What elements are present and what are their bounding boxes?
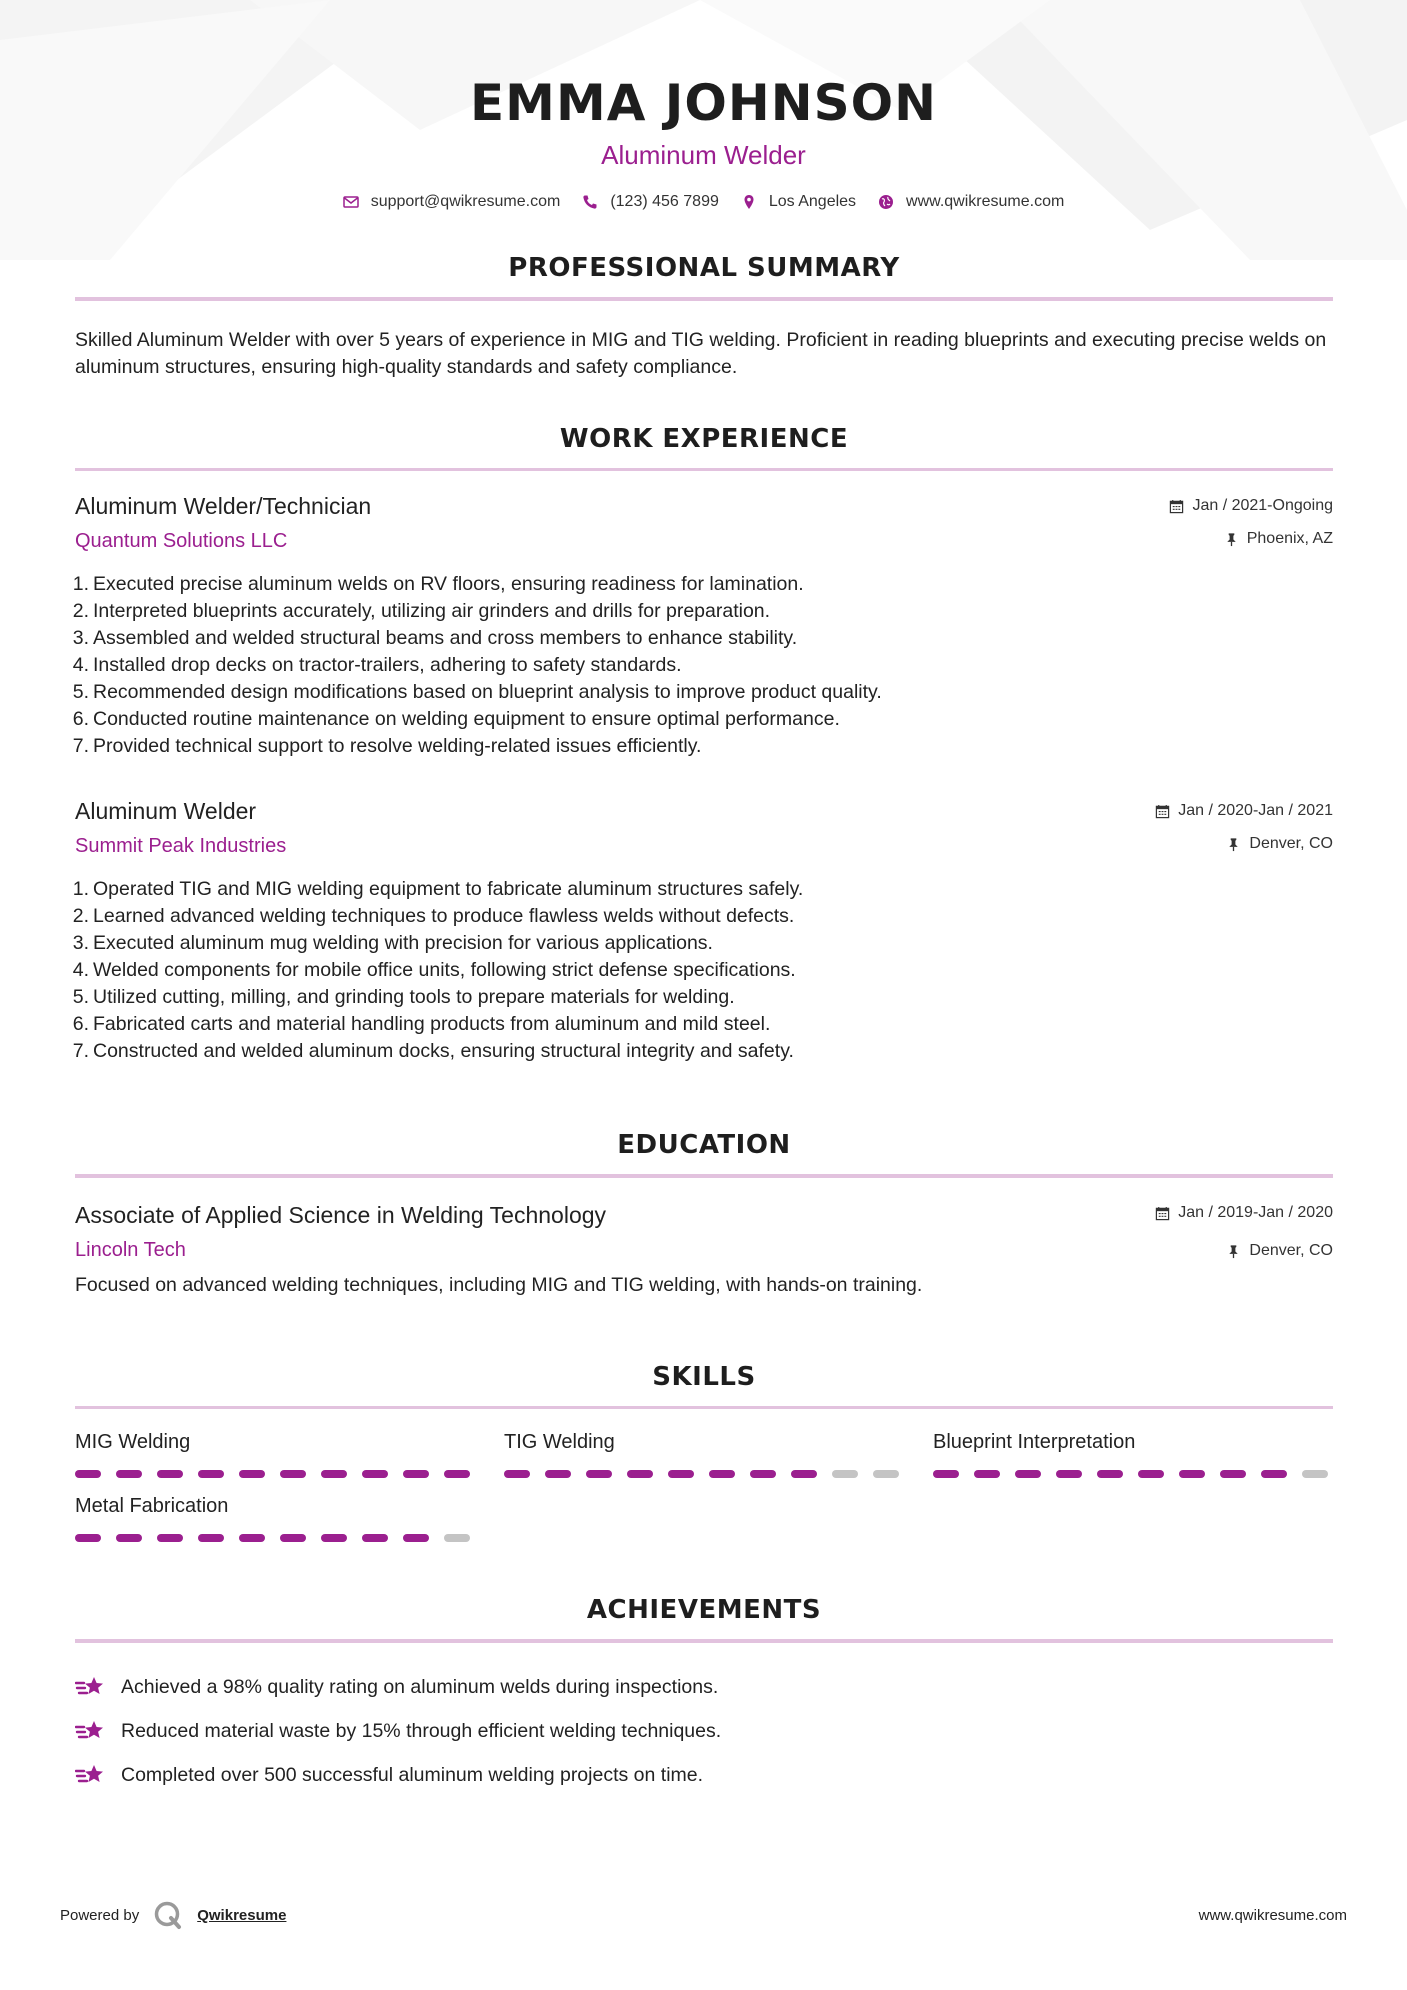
pushpin-icon: [1226, 1244, 1241, 1259]
contact-location: [741, 193, 856, 211]
skill-item: [933, 1431, 1333, 1478]
skill-dash-filled: [1220, 1470, 1246, 1478]
school-name: Lincoln Tech: [75, 1239, 186, 1261]
job-location: [1169, 528, 1333, 550]
achievement-text: Achieved a 98% quality rating on aluminum welds during inspections.: [121, 1675, 719, 1698]
skill-name: Metal Fabrication: [75, 1495, 229, 1517]
list-item: 6. Conducted routine maintenance on welding equipment to ensure optimal performance.: [72, 708, 840, 730]
achievement-text: Reduced material waste by 15% through efficient welding techniques.: [121, 1719, 722, 1742]
contact-email[interactable]: [343, 193, 561, 211]
job-location-text: Phoenix, AZ: [1246, 530, 1333, 547]
skill-dash-filled: [974, 1470, 1000, 1478]
list-item: 3. Executed aluminum mug welding with precision for various applications.: [72, 932, 713, 954]
skill-dash-filled: [403, 1534, 429, 1542]
job-location-text: Denver, CO: [1249, 835, 1333, 852]
skill-item: [75, 1495, 475, 1542]
list-item: 1. Operated TIG and MIG welding equipment to fabricate aluminum structures safely.: [72, 878, 804, 900]
contact-phone[interactable]: [582, 193, 719, 211]
skill-dash-filled: [198, 1534, 224, 1542]
calendar-icon: [1155, 804, 1170, 819]
skill-dash-filled: [75, 1470, 101, 1478]
job-responsibilities: [72, 571, 1333, 760]
footer-website-link[interactable]: www.qwikresume.com: [1198, 1906, 1347, 1924]
list-item: 1. Executed precise aluminum welds on RV floors, ensuring readiness for lamination.: [72, 573, 804, 595]
skills-heading: SKILLS: [652, 1362, 756, 1392]
calendar-icon: [1155, 1206, 1170, 1221]
education-location: [1155, 1240, 1333, 1262]
job-entry: [72, 798, 1333, 1065]
education-entry: [75, 1202, 1333, 1297]
skill-dash-filled: [157, 1534, 183, 1542]
skill-dash-filled: [280, 1534, 306, 1542]
skill-dash-filled: [504, 1470, 530, 1478]
job-responsibilities: [72, 876, 1333, 1065]
skill-dash-filled: [321, 1534, 347, 1542]
skill-level-bar: [933, 1470, 1333, 1478]
skill-dash-filled: [709, 1470, 735, 1478]
job-date: [1155, 800, 1333, 822]
shooting-star-icon: [75, 1673, 107, 1701]
skill-name: MIG Welding: [75, 1431, 191, 1453]
contact-bar: [0, 193, 1407, 211]
skill-dash-filled: [1138, 1470, 1164, 1478]
list-item: 5. Utilized cutting, milling, and grinding tools to prepare materials for welding.: [72, 986, 735, 1008]
powered-by: [60, 1900, 286, 1930]
list-item: 2. Learned advanced welding techniques to produce flawless welds without defects.: [72, 905, 795, 927]
skill-dash-empty: [1302, 1470, 1328, 1478]
skill-dash-filled: [403, 1470, 429, 1478]
job-company: Summit Peak Industries: [75, 835, 287, 857]
skill-item: [75, 1431, 475, 1478]
skill-dash-empty: [832, 1470, 858, 1478]
achievements-heading: ACHIEVEMENTS: [586, 1595, 822, 1625]
education-section: [75, 1130, 1333, 1297]
map-pin-icon: [741, 194, 757, 210]
skill-dash-filled: [1097, 1470, 1123, 1478]
section-divider: [75, 1639, 1333, 1643]
skill-dash-filled: [1056, 1470, 1082, 1478]
skill-dash-filled: [116, 1470, 142, 1478]
list-item: 5. Recommended design modifications based on blueprint analysis to improve product quality.: [72, 681, 882, 703]
section-divider: [75, 1174, 1333, 1178]
skill-name: Blueprint Interpretation: [933, 1431, 1136, 1453]
list-item: 3. Assembled and welded structural beams and cross members to enhance stability.: [72, 627, 798, 649]
skill-level-bar: [75, 1534, 475, 1542]
envelope-icon: [343, 194, 359, 210]
achievements-section: [75, 1595, 1333, 1797]
achievement-text: Completed over 500 successful aluminum welding projects on time.: [121, 1763, 704, 1786]
globe-icon: [878, 194, 894, 210]
shooting-star-icon: [75, 1761, 107, 1789]
skill-dash-filled: [1015, 1470, 1041, 1478]
skill-dash-filled: [791, 1470, 817, 1478]
education-meta: [1155, 1202, 1333, 1262]
pushpin-icon: [1226, 837, 1241, 852]
list-item: 4. Installed drop decks on tractor-trailers, adhering to safety standards.: [72, 654, 682, 676]
candidate-name: EMMA JOHNSON: [470, 74, 937, 132]
contact-email-text: support@qwikresume.com: [370, 193, 561, 210]
contact-phone-text: (123) 456 7899: [610, 193, 719, 210]
contact-website[interactable]: [878, 193, 1064, 211]
phone-icon: [582, 194, 598, 210]
skill-dash-filled: [239, 1534, 265, 1542]
experience-heading: WORK EXPERIENCE: [559, 424, 849, 454]
skill-dash-filled: [321, 1470, 347, 1478]
skill-dash-filled: [627, 1470, 653, 1478]
education-date-text: Jan / 2019-Jan / 2020: [1178, 1204, 1333, 1221]
list-item: 6. Fabricated carts and material handling products from aluminum and mild steel.: [72, 1013, 771, 1035]
skill-dash-filled: [545, 1470, 571, 1478]
skill-dash-filled: [280, 1470, 306, 1478]
skill-dash-filled: [198, 1470, 224, 1478]
skill-dash-filled: [933, 1470, 959, 1478]
achievement-item: [75, 1709, 1333, 1753]
job-date-text: Jan / 2020-Jan / 2021: [1178, 802, 1333, 819]
skill-level-bar: [504, 1470, 904, 1478]
achievement-item: [75, 1665, 1333, 1709]
skill-dash-filled: [1179, 1470, 1205, 1478]
job-title: Aluminum Welder: [75, 798, 257, 824]
section-divider: [75, 468, 1333, 471]
education-heading: EDUCATION: [617, 1130, 791, 1160]
skills-grid: [75, 1431, 1333, 1591]
summary-text: Skilled Aluminum Welder with over 5 years of experience in MIG and TIG welding. Proficient in reading blueprints and executing precise welds on aluminum structures, ensuring high-quality standards and safety compliance.: [75, 329, 1327, 378]
job-location: [1155, 833, 1333, 855]
section-divider: [75, 297, 1333, 301]
skill-dash-empty: [444, 1534, 470, 1542]
skill-dash-filled: [586, 1470, 612, 1478]
achievement-item: [75, 1753, 1333, 1797]
skill-dash-filled: [668, 1470, 694, 1478]
education-location-text: Denver, CO: [1249, 1242, 1333, 1259]
skill-dash-filled: [239, 1470, 265, 1478]
powered-by-label: Powered by: [60, 1906, 140, 1924]
summary-section: [75, 253, 1333, 381]
education-date: [1155, 1202, 1333, 1224]
list-item: 7. Provided technical support to resolve welding-related issues efficiently.: [72, 735, 702, 757]
qwikresume-link[interactable]: Qwikresume: [197, 1906, 287, 1924]
resume-header: [0, 0, 1407, 211]
job-meta: [1155, 800, 1333, 855]
job-meta: [1169, 495, 1333, 550]
job-entry: [72, 493, 1333, 760]
list-item: 4. Welded components for mobile office units, following strict defense specifications.: [72, 959, 796, 981]
shooting-star-icon: [75, 1717, 107, 1745]
skill-dash-filled: [157, 1470, 183, 1478]
qwikresume-logo-icon: [153, 1900, 183, 1930]
calendar-icon: [1169, 499, 1184, 514]
candidate-role: Aluminum Welder: [601, 140, 806, 170]
page-footer: [60, 1900, 1347, 1930]
job-date: [1169, 495, 1333, 517]
skills-section: [75, 1362, 1333, 1591]
skill-dash-filled: [362, 1534, 388, 1542]
contact-location-text: Los Angeles: [768, 193, 857, 210]
contact-website-text: www.qwikresume.com: [906, 193, 1065, 210]
summary-heading: PROFESSIONAL SUMMARY: [508, 253, 900, 283]
pushpin-icon: [1224, 532, 1239, 547]
skill-name: TIG Welding: [504, 1431, 615, 1453]
job-date-text: Jan / 2021-Ongoing: [1192, 497, 1333, 514]
skill-dash-filled: [75, 1534, 101, 1542]
education-description: Focused on advanced welding techniques, including MIG and TIG welding, with hands-on training.: [75, 1274, 923, 1296]
job-company: Quantum Solutions LLC: [75, 530, 288, 552]
section-divider: [75, 1406, 1333, 1409]
skill-dash-filled: [362, 1470, 388, 1478]
list-item: 2. Interpreted blueprints accurately, utilizing air grinders and drills for preparation.: [72, 600, 771, 622]
skill-dash-empty: [873, 1470, 899, 1478]
skill-dash-filled: [1261, 1470, 1287, 1478]
achievements-list: [75, 1665, 1333, 1797]
job-title: Aluminum Welder/Technician: [75, 493, 372, 519]
skill-dash-filled: [116, 1534, 142, 1542]
skill-dash-filled: [444, 1470, 470, 1478]
skill-item: [504, 1431, 904, 1478]
skill-level-bar: [75, 1470, 475, 1478]
experience-section: [72, 424, 1333, 1065]
list-item: 7. Constructed and welded aluminum docks, ensuring structural integrity and safety.: [72, 1040, 794, 1062]
skill-dash-filled: [750, 1470, 776, 1478]
degree-title: Associate of Applied Science in Welding Technology: [75, 1202, 607, 1228]
